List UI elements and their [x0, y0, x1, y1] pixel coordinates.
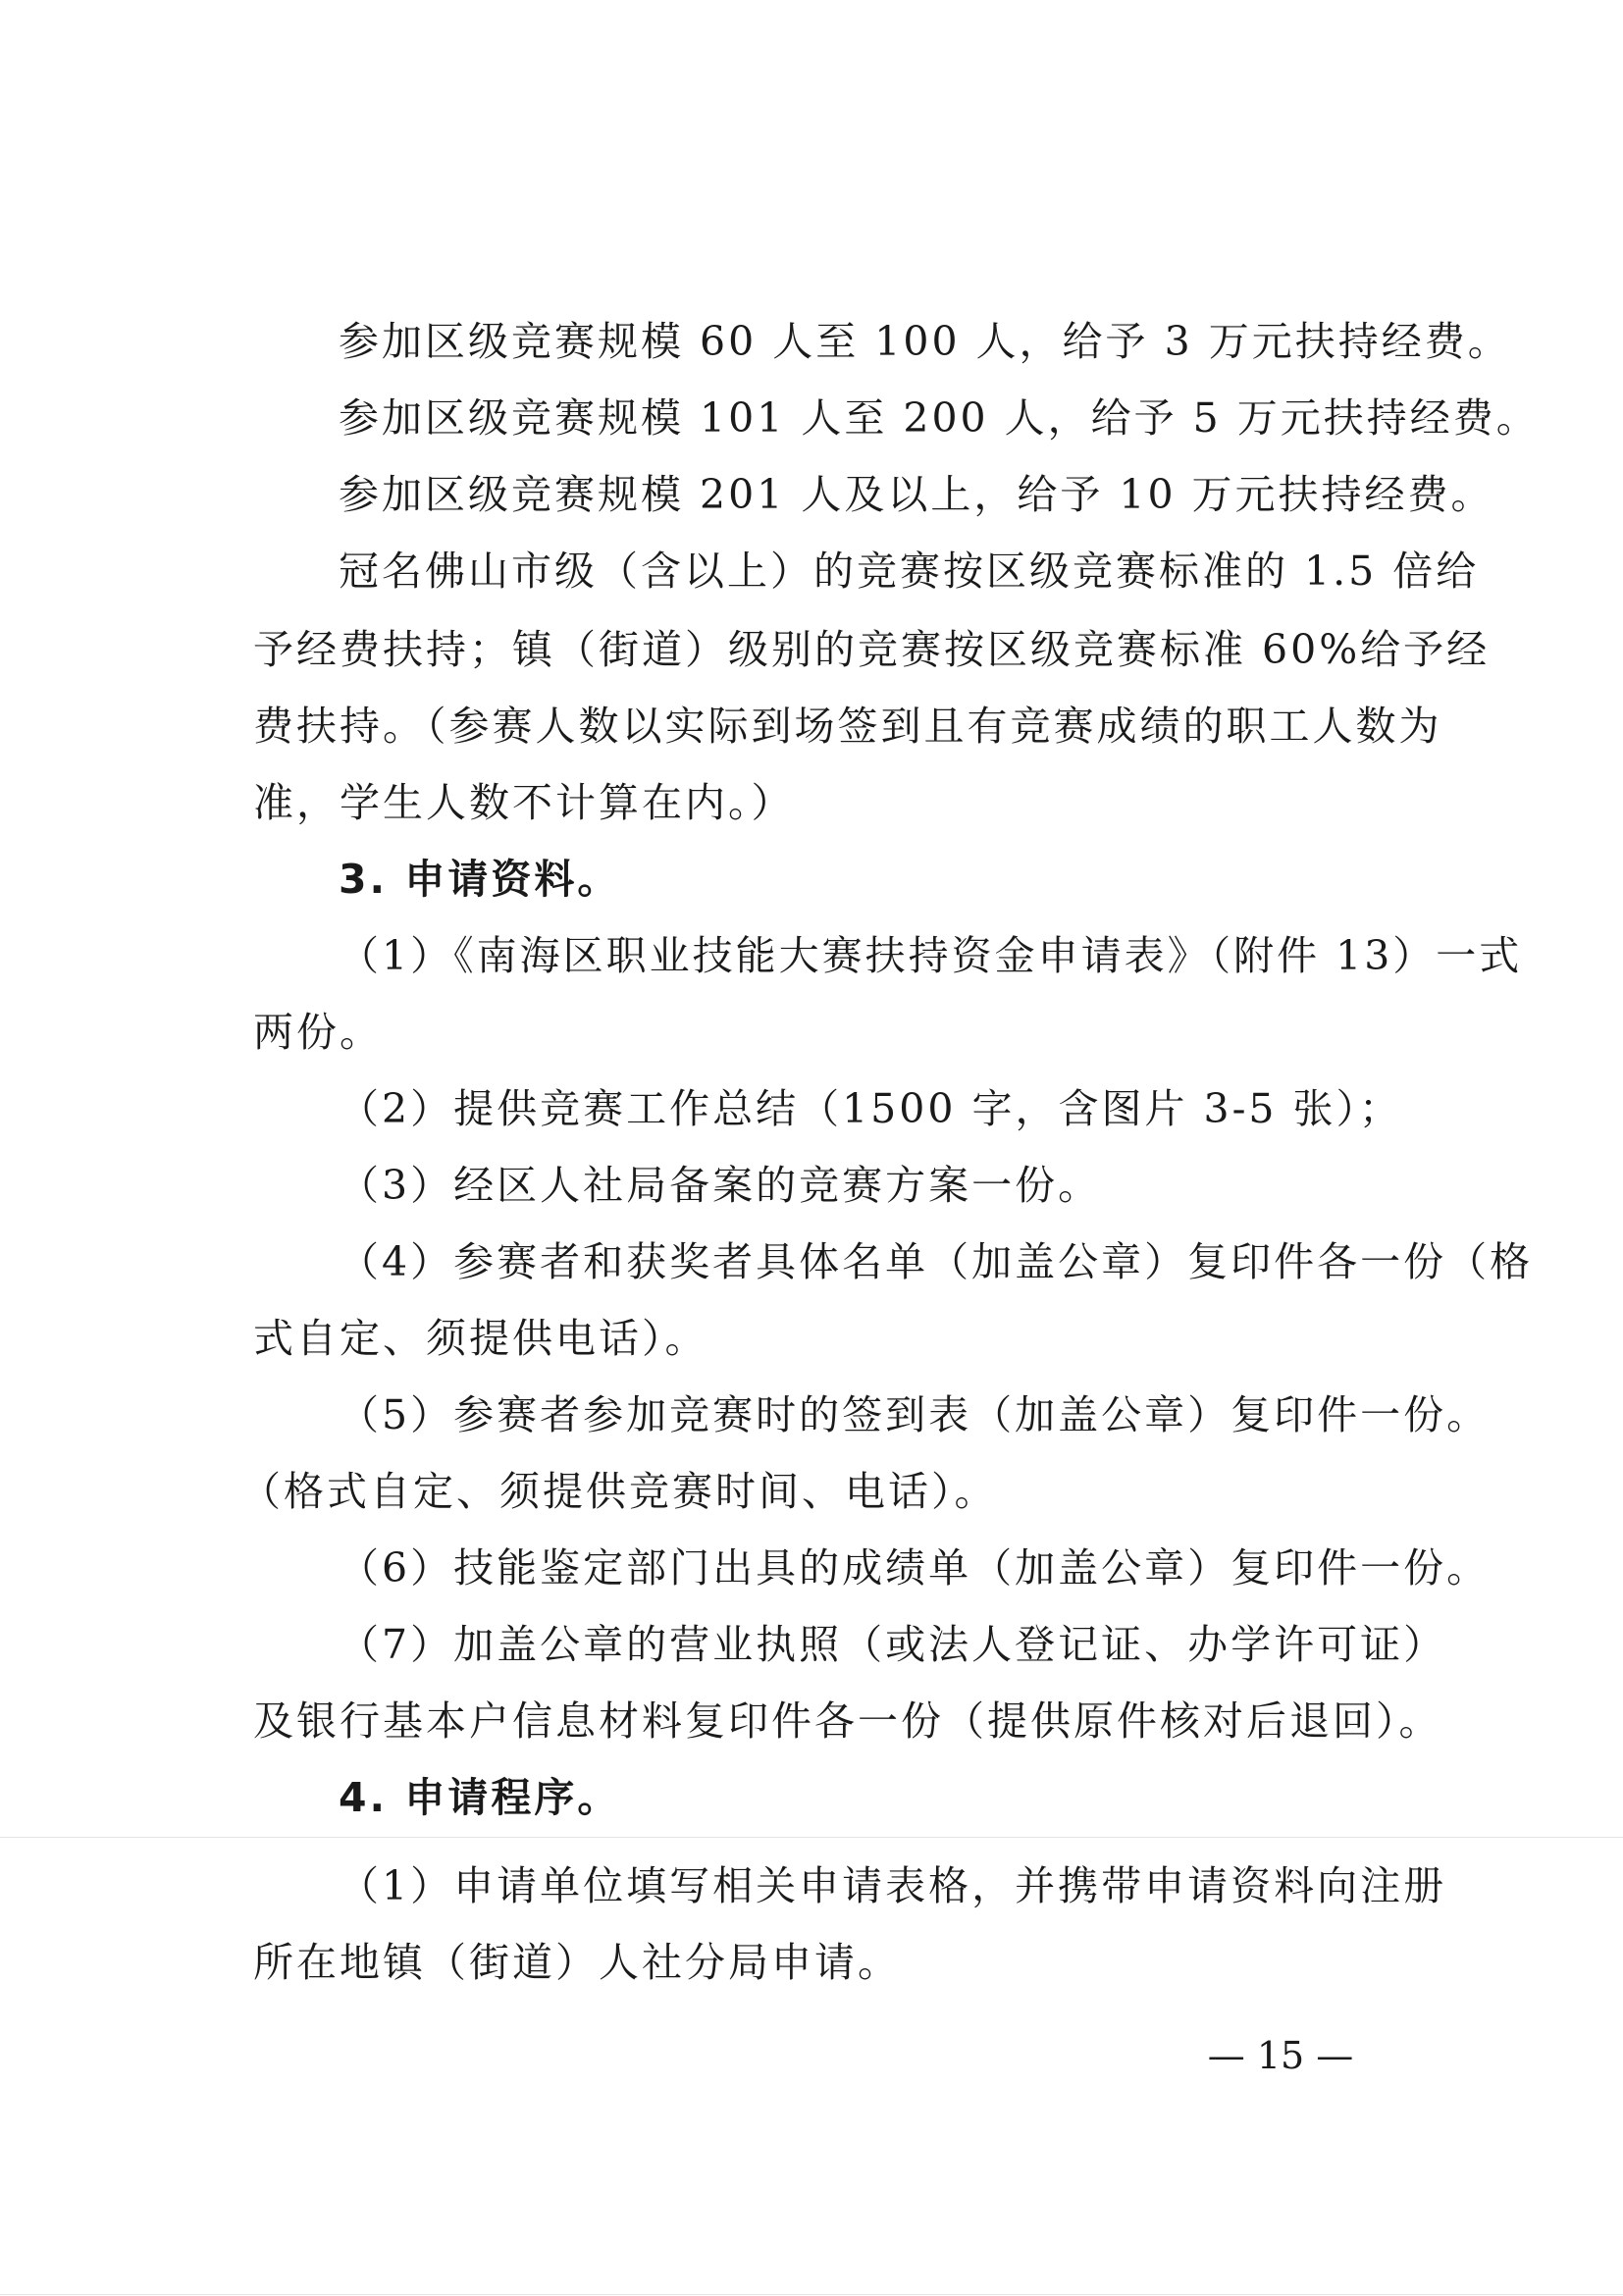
paragraph-line: 参加区级竞赛规模 101 人至 200 人，给予 5 万元扶持经费。 [339, 394, 1540, 442]
list-item: （3）经区人社局备案的竞赛方案一份。 [339, 1162, 1102, 1209]
list-item: （5）参赛者参加竞赛时的签到表（加盖公章）复印件一份。 [339, 1391, 1491, 1438]
list-item: （1）《南海区职业技能大赛扶持资金申请表》（附件 13）一式 [339, 932, 1523, 979]
paragraph-line: 所在地镇（街道）人社分局申请。 [253, 1939, 901, 1986]
section-heading: 3. 申请资料。 [339, 856, 621, 903]
paragraph-line: 两份。 [253, 1009, 383, 1056]
paragraph-line: 及银行基本户信息材料复印件各一份（提供原件核对后退回）。 [253, 1697, 1442, 1745]
list-item: （2）提供竞赛工作总结（1500 字，含图片 3-5 张）； [339, 1085, 1403, 1132]
paragraph-line: 予经费扶持；镇（街道）级别的竞赛按区级竞赛标准 60%给予经 [253, 626, 1491, 673]
page-number: — 15 — [1207, 2034, 1354, 2077]
paragraph-line: 参加区级竞赛规模 201 人及以上，给予 10 万元扶持经费。 [339, 471, 1494, 518]
list-item: （4）参赛者和获奖者具体名单（加盖公章）复印件各一份（格 [339, 1238, 1534, 1285]
section-heading: 4. 申请程序。 [339, 1774, 621, 1821]
scan-divider [0, 1837, 1623, 1838]
list-item: （6）技能鉴定部门出具的成绩单（加盖公章）复印件一份。 [339, 1544, 1491, 1592]
paragraph-line: 准，学生人数不计算在内。） [253, 779, 795, 826]
paragraph-line: 式自定、须提供电话）。 [253, 1315, 708, 1362]
scan-edge [0, 2294, 1623, 2295]
paragraph-line: 参加区级竞赛规模 60 人至 100 人，给予 3 万元扶持经费。 [339, 318, 1511, 365]
paragraph-line: 费扶持。（参赛人数以实际到场签到且有竞赛成绩的职工人数为 [253, 703, 1442, 750]
list-item: （7）加盖公章的营业执照（或法人登记证、办学许可证） [339, 1621, 1447, 1668]
list-item: （1）申请单位填写相关申请表格，并携带申请资料向注册 [339, 1862, 1447, 1909]
paragraph-line: 冠名佛山市级（含以上）的竞赛按区级竞赛标准的 1.5 倍给 [339, 548, 1480, 595]
paragraph-line: （格式自定、须提供竞赛时间、电话）。 [240, 1468, 998, 1515]
